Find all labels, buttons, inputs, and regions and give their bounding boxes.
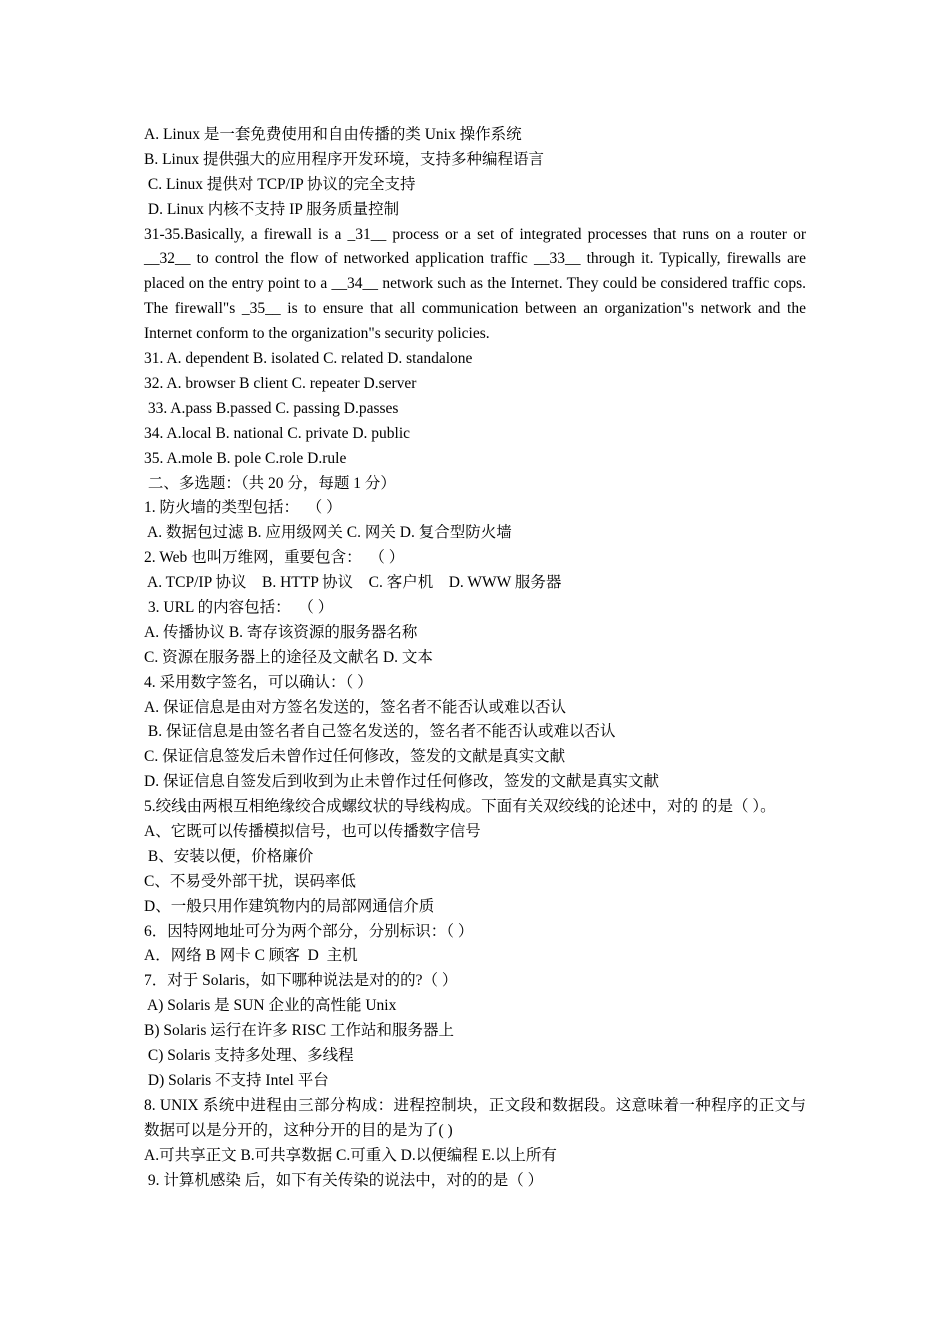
- text-line: D. Linux 内核不支持 IP 服务质量控制: [144, 200, 400, 218]
- text-line: 33. A.pass B.passed C. passing D.passes: [144, 399, 399, 417]
- answer-option: C、不易受外部干扰，误码率低: [144, 872, 356, 890]
- answer-options: A. 数据包过滤 B. 应用级网关 C. 网关 D. 复合型防火墙: [144, 524, 512, 542]
- question-text: 4. 采用数字签名，可以确认：（ ）: [144, 673, 373, 691]
- answer-options: A. TCP/IP 协议 B. HTTP 协议 C. 客户机 D. WWW 服务器: [144, 574, 562, 592]
- question-text: 8. UNIX 系统中进程由三部分构成：进程控制块，正文段和数据段。这意味着一种程序的正文与数据可以是分开的，这种分开的目的是为了( ): [144, 1096, 806, 1139]
- answer-option: C) Solaris 支持多处理、多线程: [144, 1047, 354, 1065]
- question-text: 2. Web 也叫万维网，重要包含： （ ）: [144, 549, 405, 567]
- section-heading: 二、多选题：（共 20 分，每题 1 分）: [144, 474, 396, 492]
- answer-option: D. 保证信息自签发后到收到为止未曾作过任何修改，签发的文献是真实文献: [144, 773, 659, 791]
- text-line: 31. A. dependent B. isolated C. related D. standalone: [144, 350, 473, 368]
- answer-option: C. 保证信息签发后未曾作过任何修改，签发的文献是真实文献: [144, 748, 566, 766]
- text-line: 34. A.local B. national C. private D. public: [144, 424, 411, 442]
- answer-option: C. 资源在服务器上的途径及文献名 D. 文本: [144, 648, 433, 666]
- question-text: 3. URL 的内容包括： （ ）: [144, 599, 334, 616]
- answer-option: B、安装以便，价格廉价: [144, 847, 314, 865]
- text-line: B. Linux 提供强大的应用程序开发环境，支持多种编程语言: [144, 150, 544, 168]
- question-text: 9. 计算机感染 后，如下有关传染的说法中，对的的是（ ）: [144, 1171, 544, 1189]
- answer-option: A. 传播协议 B. 寄存该资源的服务器名称: [144, 623, 418, 641]
- answer-option: D、一般只用作建筑物内的局部网通信介质: [144, 897, 435, 915]
- question-text: 1. 防火墙的类型包括： （ ）: [144, 499, 342, 517]
- answer-option: A. 保证信息是由对方签名发送的，签名者不能否认或难以否认: [144, 698, 566, 716]
- answer-option: D) Solaris 不支持 Intel 平台: [144, 1071, 329, 1089]
- document-page: [144, 123, 806, 1193]
- question-text: 7．对于 Solaris，如下哪种说法是对的的?（ ）: [144, 972, 458, 990]
- answer-option: B) Solaris 运行在许多 RISC 工作站和服务器上: [144, 1022, 455, 1040]
- answer-options: A．网络 B 网卡 C 顾客 D 主机: [144, 947, 358, 965]
- firewall-passage: 31-35.Basically, a firewall is a _31__ process or a set of integrated processes that runs on a router or __32__ to control the flow of networked application traffic __33__ through it. Typically, firewalls are placed on the entry point to a __34__ network such as the Internet. They could be considered traffic cops. The firewall"s _35__ is to ensure that all communication between an organization"s network and the Internet conform to the organization"s security policies.: [144, 225, 806, 343]
- text-line: 35. A.mole B. pole C.role D.rule: [144, 449, 347, 467]
- text-line: C. Linux 提供对 TCP/IP 协议的完全支持: [144, 175, 416, 193]
- answer-option: B. 保证信息是由签名者自己签名发送的，签名者不能否认或难以否认: [144, 723, 616, 741]
- text-line: 32. A. browser B client C. repeater D.server: [144, 374, 417, 392]
- answer-options: A.可共享正文 B.可共享数据 C.可重入 D.以便编程 E.以上所有: [144, 1146, 557, 1164]
- answer-option: A、它既可以传播模拟信号，也可以传播数字信号: [144, 823, 481, 841]
- answer-option: A) Solaris 是 SUN 企业的高性能 Unix: [144, 997, 397, 1015]
- text-line: A. Linux 是一套免费使用和自由传播的类 Unix 操作系统: [144, 126, 522, 143]
- question-text: 5.绞线由两根互相绝缘绞合成螺纹状的导线构成。下面有关双绞线的论述中，对的 的是（ ）。: [144, 798, 776, 816]
- question-text: 6．因特网地址可分为两个部分，分别标识：（ ）: [144, 922, 474, 940]
